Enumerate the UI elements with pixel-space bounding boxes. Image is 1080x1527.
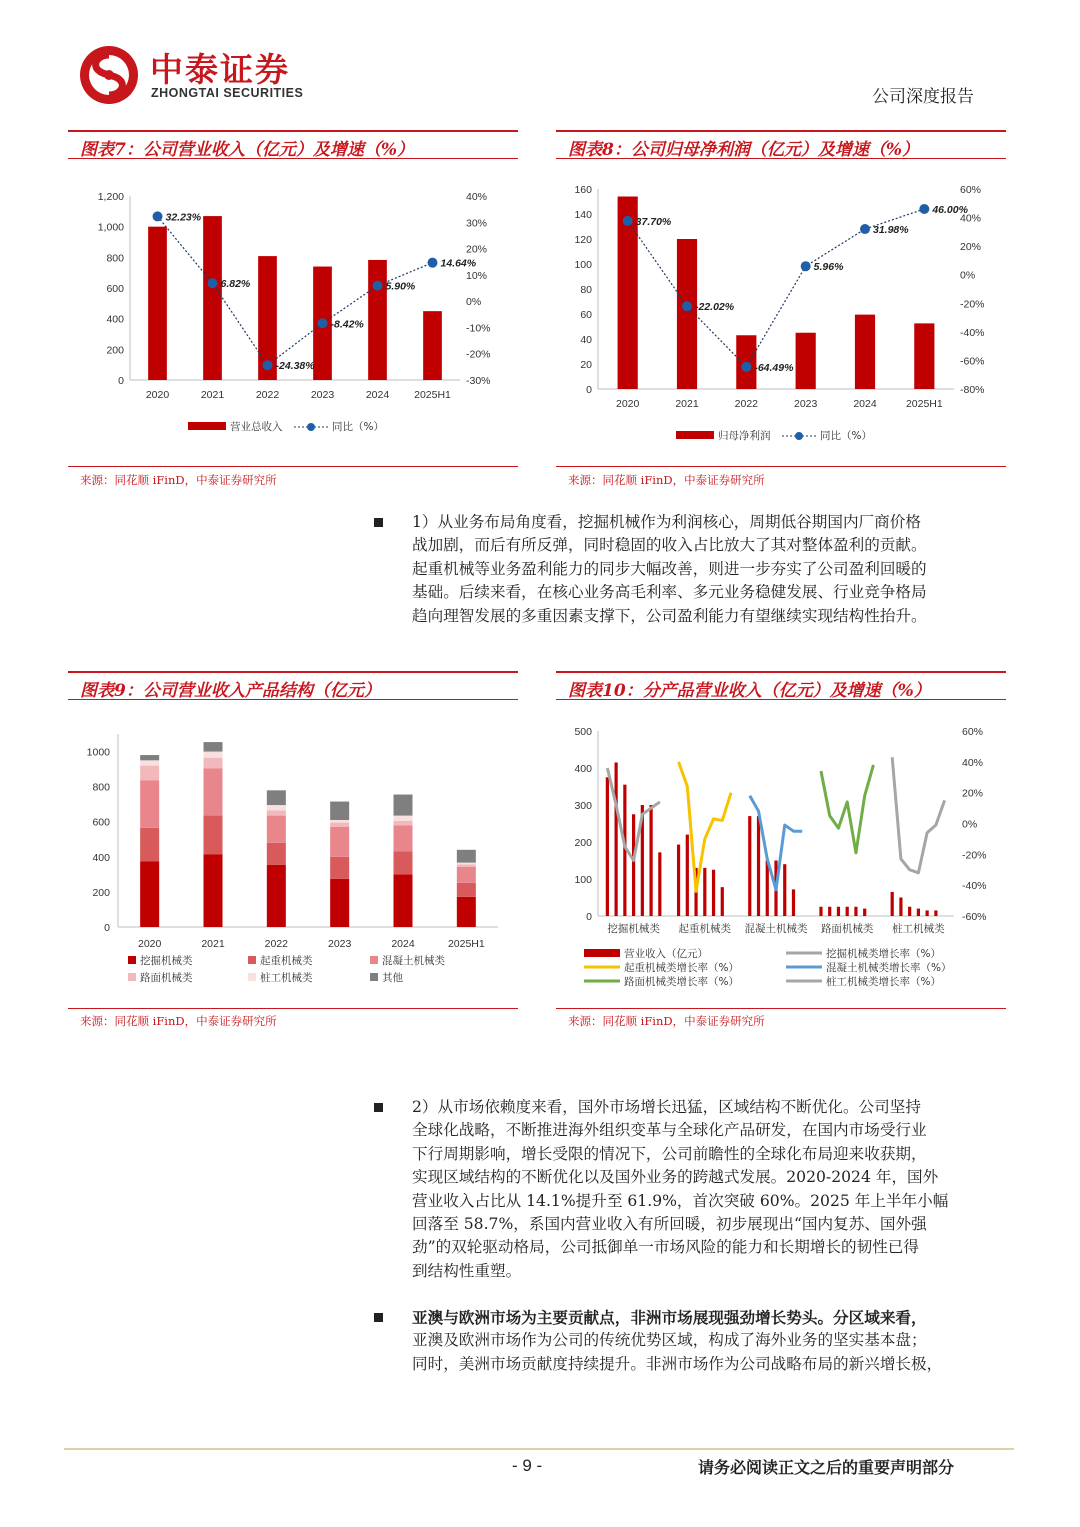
- x-group-label: 混凝土机械类: [744, 923, 808, 935]
- y-tick-label-left: 140: [574, 209, 592, 221]
- bar: [677, 845, 680, 916]
- y-tick-label-left: 100: [574, 874, 592, 886]
- y-tick-label-left: 400: [106, 313, 124, 326]
- growth-point: [318, 318, 328, 328]
- fig9-source: 来源：同花顺 iFinD，中泰证券研究所: [80, 1014, 277, 1028]
- x-tick-label: 2022: [255, 389, 280, 401]
- paragraph-2: [412, 1096, 1004, 1283]
- bar: [917, 909, 920, 916]
- y-tick-label-left: 20: [580, 359, 592, 371]
- page-number: - 9 -: [512, 1456, 543, 1475]
- stack-segment: [140, 828, 159, 861]
- data-label: -24.38%: [275, 360, 315, 373]
- stack-segment: [267, 816, 286, 843]
- y-tick-label: 200: [92, 886, 110, 899]
- stack-segment: [330, 857, 349, 879]
- y-tick-label: 400: [92, 851, 110, 864]
- bullet-3: [374, 1313, 383, 1322]
- fig10-top-rule: [556, 671, 1006, 673]
- data-label: 32.23%: [165, 211, 202, 224]
- x-tick-label: 2023: [310, 389, 335, 401]
- stack-segment: [140, 766, 159, 781]
- fig10-chart: [556, 718, 1006, 998]
- paragraph-line: 全球化战略，不断推进海外组织变革与全球化产品研发，在国内市场受行业: [412, 1121, 927, 1140]
- bar: [819, 907, 822, 916]
- legend-label: 其他: [382, 972, 403, 984]
- footer-notice: 请务必阅读正文之后的重要声明部分: [698, 1458, 955, 1477]
- y-tick-label-left: 0: [118, 375, 124, 387]
- y-tick-label-right: -10%: [466, 322, 491, 335]
- bar: [703, 868, 706, 916]
- bar: [677, 239, 697, 389]
- stack-segment: [330, 879, 349, 927]
- paragraph-line: 同时，美洲市场贡献度持续提升。非洲市场作为公司战略布局的新兴增长极，: [412, 1354, 943, 1373]
- paragraph-line: 回落至 58.7%，系国内营业收入有所回暖，初步展现出“国内复苏、国外强: [412, 1215, 927, 1234]
- x-tick-label: 2022: [734, 398, 759, 410]
- paragraph-1: [412, 511, 1004, 628]
- bar: [686, 835, 689, 916]
- fig7-title: 图表7：公司营业收入（亿元）及增速（%）: [80, 140, 414, 160]
- stack-segment: [394, 851, 413, 874]
- y-tick-label-right: -20%: [960, 298, 985, 311]
- brand-logo-icon: [78, 44, 140, 106]
- stack-segment: [204, 816, 223, 855]
- x-tick-label: 2025H1: [414, 389, 451, 401]
- fig7-source-rule: [68, 466, 518, 467]
- bar: [766, 861, 769, 917]
- stack-segment: [330, 820, 349, 823]
- y-tick-label-right: 40%: [960, 212, 982, 225]
- stack-segment: [204, 742, 223, 751]
- growth-line: [821, 765, 873, 853]
- y-tick-label-left: 0: [586, 384, 592, 396]
- legend-swatch: [248, 956, 256, 964]
- legend-swatch: [248, 973, 256, 981]
- y-tick-label-right: -60%: [962, 911, 987, 923]
- bar: [615, 762, 618, 916]
- y-tick-label-right: 60%: [962, 726, 984, 738]
- stack-segment: [457, 883, 476, 897]
- fig9-top-rule: [68, 671, 518, 673]
- data-label: 6.82%: [220, 278, 251, 291]
- bar: [368, 260, 387, 380]
- fig8-source-rule: [556, 466, 1006, 467]
- data-label: -8.42%: [330, 318, 364, 331]
- x-tick-label: 2020: [137, 938, 162, 950]
- bar: [203, 216, 222, 380]
- bar: [846, 907, 849, 916]
- bullet-2: [374, 1103, 383, 1112]
- y-tick-label-left: 120: [574, 234, 592, 246]
- legend-line-label: 同比（%）: [332, 421, 384, 433]
- bar: [891, 892, 894, 916]
- growth-point: [263, 360, 273, 370]
- y-tick-label: 0: [104, 922, 110, 934]
- stack-segment: [394, 825, 413, 851]
- bar: [632, 814, 635, 916]
- x-group-label: 起重机械类: [678, 923, 732, 935]
- bar: [757, 816, 760, 916]
- fig8-chart: [556, 180, 1006, 450]
- stack-segment: [140, 780, 159, 827]
- growth-point: [153, 211, 163, 221]
- brand-name: 中泰证券: [150, 50, 290, 89]
- x-group-label: 路面机械类: [820, 923, 874, 935]
- legend-label: 混凝土机械类: [382, 955, 445, 967]
- legend-label: 起重机械类: [260, 955, 313, 967]
- y-tick-label-right: 20%: [960, 241, 982, 254]
- stack-segment: [394, 795, 413, 816]
- legend-label: 桩工机械类增长率（%）: [826, 976, 941, 988]
- y-tick-label-left: 160: [574, 184, 592, 196]
- paragraph-line: 趋向理智发展的多重因素支撑下，公司盈利能力有望继续实现结构性抬升。: [412, 606, 927, 625]
- legend-line-marker: [307, 423, 315, 431]
- fig7-top-rule: [68, 130, 518, 132]
- x-tick-label: 2024: [853, 398, 877, 410]
- y-tick-label-left: 60: [580, 309, 592, 321]
- bar: [828, 907, 831, 916]
- legend-bar-label: 营业总收入: [230, 421, 283, 433]
- y-tick-label-right: 30%: [466, 217, 488, 230]
- fig8-source: 来源：同花顺 iFinD，中泰证券研究所: [568, 473, 765, 487]
- legend-label: 起重机械类增长率（%）: [624, 962, 739, 974]
- stack-segment: [267, 865, 286, 927]
- bar: [792, 889, 795, 916]
- x-tick-label: 2021: [201, 938, 225, 950]
- y-tick-label-left: 600: [106, 283, 124, 295]
- x-tick-label: 2024: [391, 938, 415, 950]
- bar: [748, 816, 751, 916]
- y-tick-label-left: 100: [574, 259, 592, 271]
- data-label: 14.64%: [440, 257, 477, 270]
- y-tick-label-right: -20%: [962, 849, 987, 862]
- x-group-label: 挖掘机械类: [607, 923, 660, 935]
- y-tick-label-left: 200: [574, 837, 592, 849]
- fig8-top-rule: [556, 130, 1006, 132]
- stack-segment: [267, 810, 286, 815]
- y-tick-label: 600: [92, 816, 110, 829]
- legend-bar-label: 归母净利润: [718, 430, 771, 442]
- y-tick-label-right: 20%: [962, 787, 984, 800]
- stack-segment: [267, 843, 286, 865]
- legend-bar-swatch: [676, 431, 714, 439]
- fig10-title-rule: [556, 699, 1006, 700]
- data-label: 37.70%: [635, 215, 672, 228]
- stack-segment: [457, 850, 476, 863]
- growth-point: [801, 261, 811, 271]
- bar: [148, 227, 167, 380]
- y-tick-label-left: 0: [586, 911, 592, 923]
- y-tick-label-right: 60%: [960, 184, 982, 196]
- bar: [855, 315, 875, 389]
- legend-label: 挖掘机械类: [140, 955, 193, 967]
- legend-label: 桩工机械类: [260, 972, 313, 984]
- paragraph-line: 到结构性重塑。: [412, 1261, 522, 1280]
- legend-swatch: [370, 973, 378, 981]
- paragraph-line: 亚澳与欧洲市场为主要贡献点，非洲市场展现强劲增长势头。分区域来看，: [412, 1308, 927, 1327]
- y-tick-label-left: 1,000: [97, 221, 124, 234]
- bar: [899, 898, 902, 917]
- stack-segment: [140, 755, 159, 760]
- paragraph-line: 基础。后续来看，在核心业务高毛利率、多元业务稳健发展、行业竞争格局: [412, 583, 927, 602]
- legend-swatch: [128, 973, 136, 981]
- x-tick-label: 2022: [264, 938, 289, 950]
- x-group-label: 桩工机械类: [892, 923, 945, 935]
- legend-swatch: [370, 956, 378, 964]
- bar: [863, 909, 866, 916]
- y-tick-label-right: -40%: [960, 326, 985, 339]
- legend-bar-swatch: [188, 422, 226, 430]
- stack-segment: [330, 827, 349, 857]
- growth-point: [741, 362, 751, 372]
- y-tick-label-left: 800: [106, 252, 124, 265]
- fig10-title: 图表10：分产品营业收入（亿元）及增速（%）: [568, 681, 931, 701]
- stack-segment: [204, 752, 223, 758]
- y-tick-label-right: -40%: [962, 880, 987, 893]
- report-type: 公司深度报告: [872, 87, 974, 107]
- paragraph-line: 实现区域结构的不断优化以及国外业务的跨越式发展。2020-2024 年，国外: [412, 1168, 939, 1187]
- y-tick-label-right: 40%: [962, 756, 984, 769]
- fig9-source-rule: [68, 1008, 518, 1009]
- data-label: 5.90%: [385, 280, 416, 293]
- paragraph-line: 战加剧，而后有所反弹，同时稳固的收入占比放大了其对整体盈利的贡献。: [412, 536, 927, 555]
- legend-bar-swatch: [584, 949, 620, 957]
- data-label: 31.98%: [873, 224, 909, 237]
- y-tick-label-right: 0%: [466, 296, 482, 309]
- paragraph-3: [412, 1306, 1004, 1376]
- y-tick-label-right: 20%: [466, 243, 488, 256]
- stack-segment: [394, 874, 413, 927]
- bar: [914, 323, 934, 389]
- growth-point: [623, 216, 633, 226]
- stack-segment: [457, 863, 476, 865]
- paragraph-line: 劲”的双轮驱动格局，公司抵御单一市场风险的能力和长期增长的韧性已得: [412, 1238, 919, 1257]
- growth-point: [682, 301, 692, 311]
- x-tick-label: 2025H1: [447, 938, 485, 950]
- y-tick-label-right: -20%: [466, 348, 491, 361]
- bar: [423, 311, 442, 380]
- fig9-title: 图表9：公司营业收入产品结构（亿元）: [80, 681, 381, 701]
- x-tick-label: 2020: [145, 389, 170, 401]
- stack-segment: [457, 864, 476, 867]
- bullet-1: [374, 518, 383, 527]
- paragraph-line: 营业收入占比从 14.1%提升至 61.9%，首次突破 60%。2025 年上半年小幅: [412, 1191, 949, 1210]
- legend-label: 路面机械类增长率（%）: [624, 976, 739, 988]
- fig9-title-rule: [68, 699, 518, 700]
- fig10-source-rule: [556, 1008, 1006, 1009]
- bar: [796, 333, 816, 389]
- fig7-title-rule: [68, 158, 518, 159]
- stack-segment: [457, 867, 476, 883]
- y-tick-label-right: 0%: [960, 269, 976, 282]
- legend-swatch: [128, 956, 136, 964]
- fig7-chart: [68, 180, 518, 450]
- bar: [606, 777, 609, 916]
- y-tick-label-right: 10%: [466, 269, 488, 282]
- growth-point: [208, 278, 218, 288]
- y-tick-label-left: 200: [106, 344, 124, 357]
- bar: [783, 864, 786, 916]
- legend-label: 路面机械类: [140, 972, 193, 984]
- paragraph-line: 起重机械等业务盈利能力的同步大幅改善，则进一步夯实了公司盈利回暖的: [412, 559, 927, 578]
- data-label: -64.49%: [754, 361, 794, 374]
- legend-label: 混凝土机械类增长率（%）: [826, 962, 952, 974]
- y-tick-label-left: 300: [574, 800, 592, 812]
- bar: [837, 907, 840, 916]
- stack-segment: [204, 854, 223, 927]
- y-tick-label-right: 0%: [962, 818, 978, 831]
- y-tick-label-left: 80: [580, 284, 592, 296]
- paragraph-line: 下行周期影响，增长受限的情况下，公司前瞻性的全球化布局迎来收获期，: [412, 1144, 927, 1163]
- y-tick-label: 800: [92, 781, 110, 794]
- legend-label: 营业收入（亿元）: [624, 948, 708, 960]
- fig8-title: 图表8：公司归母净利润（亿元）及增速（%）: [568, 140, 919, 160]
- fig7-source: 来源：同花顺 iFinD，中泰证券研究所: [80, 473, 277, 487]
- stack-segment: [204, 768, 223, 815]
- bar: [908, 907, 911, 916]
- x-tick-label: 2021: [200, 389, 225, 401]
- x-tick-label: 2020: [615, 398, 640, 410]
- stack-segment: [394, 821, 413, 825]
- fig10-source: 来源：同花顺 iFinD，中泰证券研究所: [568, 1014, 765, 1028]
- stack-segment: [204, 758, 223, 769]
- footer-rule: [64, 1448, 1014, 1450]
- y-tick-label-left: 1,200: [97, 191, 124, 203]
- growth-line: [892, 757, 944, 873]
- legend-label: 挖掘机械类增长率（%）: [826, 948, 941, 960]
- y-tick-label-right: 40%: [466, 191, 488, 203]
- y-tick-label-right: -30%: [466, 375, 491, 387]
- brand-english-name: ZHONGTAI SECURITIES: [151, 86, 304, 100]
- paragraph-line: 2）从市场依赖度来看，国外市场增长迅猛，区域结构不断优化。公司坚持: [412, 1098, 921, 1116]
- growth-point: [428, 258, 438, 268]
- y-tick-label-left: 500: [574, 726, 592, 738]
- x-tick-label: 2023: [793, 398, 818, 410]
- bar: [721, 887, 724, 916]
- stack-segment: [330, 823, 349, 827]
- bar: [854, 907, 857, 916]
- x-tick-label: 2024: [365, 389, 390, 401]
- x-tick-label: 2021: [675, 398, 699, 410]
- growth-point: [860, 224, 870, 234]
- y-tick-label-right: -60%: [960, 355, 985, 368]
- growth-point: [919, 204, 929, 214]
- x-tick-label: 2025H1: [905, 398, 943, 410]
- data-label: 5.96%: [813, 261, 844, 274]
- y-tick-label-left: 400: [574, 763, 592, 775]
- bar: [712, 870, 715, 916]
- growth-point: [373, 281, 383, 291]
- stack-segment: [330, 802, 349, 820]
- stack-segment: [140, 760, 159, 765]
- legend-line-marker: [795, 432, 803, 440]
- stack-segment: [457, 897, 476, 927]
- fig8-title-rule: [556, 158, 1006, 159]
- bar: [649, 805, 652, 916]
- x-tick-label: 2023: [327, 938, 352, 950]
- stack-segment: [140, 861, 159, 927]
- stack-segment: [267, 805, 286, 810]
- stack-segment: [394, 816, 413, 821]
- y-tick-label-left: 40: [580, 334, 592, 346]
- bar: [658, 852, 661, 916]
- bar: [926, 910, 929, 916]
- y-tick-label: 1000: [86, 746, 110, 759]
- bar: [934, 910, 937, 916]
- y-tick-label-right: -80%: [960, 384, 985, 396]
- stack-segment: [267, 790, 286, 805]
- data-label: 46.00%: [932, 204, 968, 216]
- data-label: -22.02%: [695, 301, 735, 314]
- paragraph-line: 1）从业务布局角度看，挖掘机械作为利润核心，周期低谷期国内厂商价格: [412, 513, 921, 531]
- fig9-chart: [68, 722, 518, 992]
- paragraph-line: 亚澳及欧洲市场作为公司的传统优势区域，构成了海外业务的坚实基本盘；: [412, 1331, 927, 1350]
- legend-line-label: 同比（%）: [820, 430, 872, 442]
